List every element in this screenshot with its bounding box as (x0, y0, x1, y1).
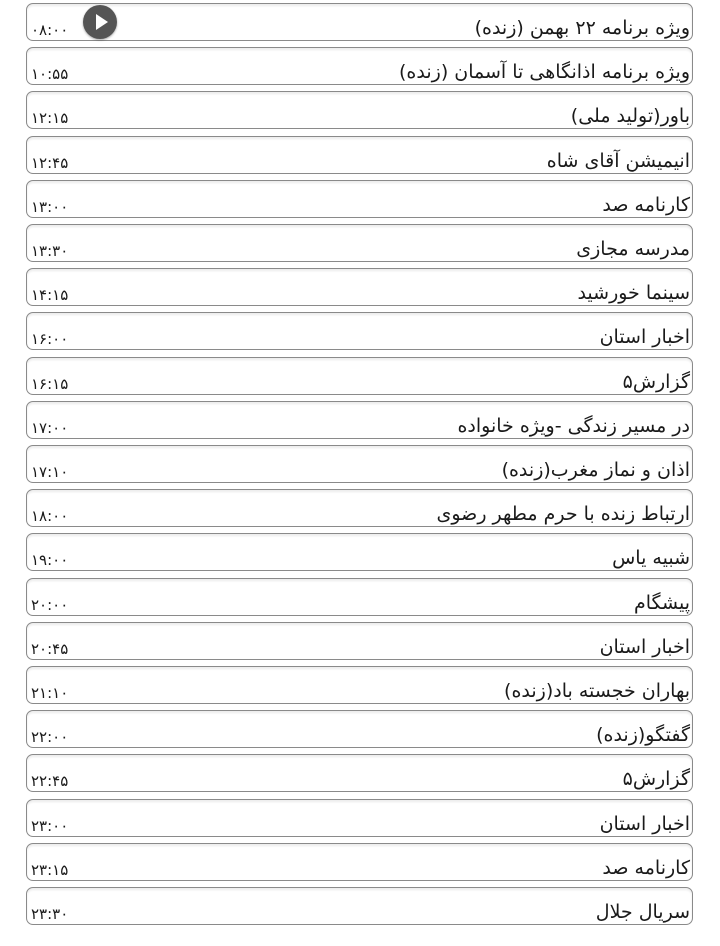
program-title: انیمیشن آقای شاه (546, 149, 690, 172)
program-time: ۱۷:۰۰ (31, 418, 69, 437)
program-row[interactable] (26, 224, 693, 262)
program-row[interactable] (26, 887, 693, 925)
program-title: کارنامه صد (602, 193, 690, 216)
program-row[interactable] (26, 754, 693, 792)
program-title: بهاران خجسته باد(زنده) (504, 680, 690, 702)
program-title: اخبار استان (599, 812, 690, 835)
program-title: اذان و نماز مغرب(زنده) (501, 459, 690, 481)
program-title: ویژه برنامه ۲۲ بهمن (زنده) (474, 17, 690, 39)
program-row[interactable] (26, 312, 693, 350)
program-title: پیشگام (633, 591, 690, 614)
program-title: گزارش۵ (622, 768, 690, 791)
program-time: ۱۶:۱۵ (31, 374, 69, 393)
program-title: در مسیر زندگی -ویژه خانواده (457, 414, 690, 437)
program-time: ۱۸:۰۰ (31, 507, 69, 526)
program-row[interactable] (26, 533, 693, 571)
program-title: کارنامه صد (602, 856, 690, 879)
program-time: ۰۸:۰۰ (31, 21, 69, 39)
program-row[interactable] (26, 3, 693, 41)
program-time: ۱۰:۵۵ (31, 65, 69, 84)
program-time: ۱۲:۴۵ (31, 153, 69, 172)
program-row[interactable] (26, 91, 693, 129)
program-time: ۲۲:۴۵ (31, 772, 69, 791)
program-time: ۱۳:۳۰ (31, 242, 69, 260)
program-time: ۲۳:۰۰ (31, 816, 69, 835)
program-title: سینما خورشید (577, 282, 690, 305)
program-row[interactable] (26, 268, 693, 306)
program-time: ۱۳:۰۰ (31, 197, 69, 216)
program-time: ۱۴:۱۵ (31, 286, 69, 305)
program-title: شبیه یاس (612, 547, 690, 570)
program-time: ۲۳:۳۰ (31, 905, 69, 923)
program-row[interactable] (26, 136, 693, 174)
program-time: ۱۲:۱۵ (31, 109, 69, 128)
program-time: ۲۰:۰۰ (31, 595, 69, 614)
program-title: گفتگو(زنده) (596, 724, 690, 747)
program-row[interactable] (26, 666, 693, 704)
program-title: ارتباط زنده با حرم مطهر رضوی (436, 503, 690, 526)
program-time: ۲۰:۴۵ (31, 639, 69, 658)
program-title: اخبار استان (599, 635, 690, 658)
program-time: ۱۷:۱۰ (31, 463, 69, 481)
program-time: ۱۶:۰۰ (31, 330, 69, 349)
program-row[interactable] (26, 445, 693, 483)
program-title: باور(تولید ملی) (570, 105, 690, 128)
program-row[interactable] (26, 401, 693, 439)
program-row[interactable] (26, 622, 693, 660)
program-row[interactable] (26, 799, 693, 837)
program-time: ۲۲:۰۰ (31, 728, 69, 747)
program-time: ۲۳:۱۵ (31, 860, 69, 879)
program-time: ۲۱:۱۰ (31, 684, 69, 702)
program-title: ویژه برنامه اذانگاهی تا آسمان (زنده) (399, 61, 690, 84)
program-row[interactable] (26, 578, 693, 616)
program-time: ۱۹:۰۰ (31, 551, 69, 570)
program-title: گزارش۵ (622, 370, 690, 393)
program-row[interactable] (26, 357, 693, 395)
program-row[interactable] (26, 47, 693, 85)
program-row[interactable] (26, 489, 693, 527)
play-icon[interactable] (83, 5, 117, 39)
program-title: اخبار استان (599, 326, 690, 349)
program-title: مدرسه مجازی (576, 238, 690, 260)
program-row[interactable] (26, 843, 693, 881)
program-row[interactable] (26, 710, 693, 748)
program-title: سریال جلال (595, 901, 690, 923)
program-row[interactable] (26, 180, 693, 218)
